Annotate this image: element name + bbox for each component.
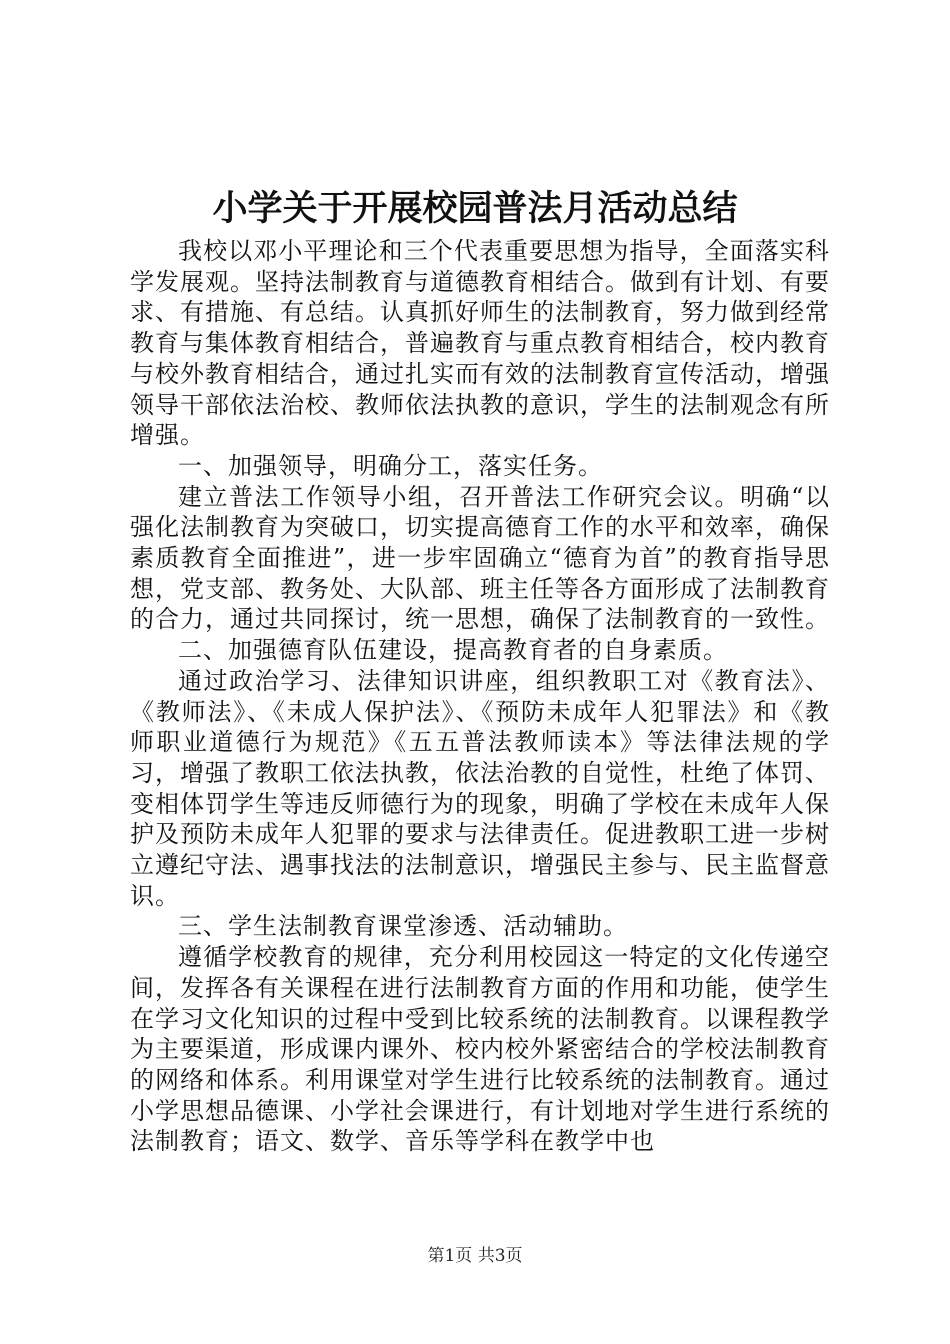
paragraph-section-3: 遵循学校教育的规律，充分利用校园这一特定的文化传递空间，发挥各有关课程在进行法制教育方面的作用和功能，使学生在学习文化知识的过程中受到比较系统的法制教育。以课程教学为主要渠道，形成课内课外、校内校外紧密结合的学校法制教育的网络和体系。利用课堂对学生进行比较系统的法制教育。通过小学思想品德课、小学社会课进行，有计划地对学生进行系统的法制教育；语文、数学、音乐等学科在教学中也 bbox=[130, 943, 830, 1156]
section-heading-2: 二、加强德育队伍建设，提高教育者的自身素质。 bbox=[178, 636, 728, 665]
section-heading-3: 三、学生法制教育课堂渗透、活动辅助。 bbox=[178, 912, 628, 941]
section-heading-1: 一、加强领导，明确分工，落实任务。 bbox=[178, 451, 603, 480]
paragraph-intro: 我校以邓小平理论和三个代表重要思想为指导，全面落实科学发展观。坚持法制教育与道德教育相结合。做到有计划、有要求、有措施、有总结。认真抓好师生的法制教育，努力做到经常教育与集体教育相结合，普遍教育与重点教育相结合，校内教育与校外教育相结合，通过扎实而有效的法制教育宣传活动，增强领导干部依法治校、教师依法执教的意识，学生的法制观念有所增强。 bbox=[130, 237, 830, 450]
document-title: 小学关于开展校园普法月活动总结 bbox=[212, 188, 738, 229]
paragraph-section-2: 通过政治学习、法律知识讲座，组织教职工对《教育法》、《教师法》、《未成人保护法》、《预防未成年人犯罪法》和《教师职业道德行为规范》《五五普法教师读本》等法律法规的学习，增强了教职工依法执教，依法治教的自觉性，杜绝了体罚、变相体罚学生等违反师德行为的现象，明确了学校在未成年人保护及预防未成年人犯罪的要求与法律责任。促进教职工进一步树立遵纪守法、遇事找法的法制意识，增强民主参与、民主监督意识。 bbox=[130, 666, 830, 910]
paragraph-section-1: 建立普法工作领导小组，召开普法工作研究会议。明确“以强化法制教育为突破口，切实提高德育工作的水平和效率，确保素质教育全面推进”，进一步牢固确立“德育为首”的教育指导思想，党支部、教务处、大队部、班主任等各方面形成了法制教育的合力，通过共同探讨，统一思想，确保了法制教育的一致性。 bbox=[130, 482, 830, 634]
document-body bbox=[130, 236, 830, 1157]
page-number-footer: 第1页 共3页 bbox=[427, 1246, 523, 1266]
